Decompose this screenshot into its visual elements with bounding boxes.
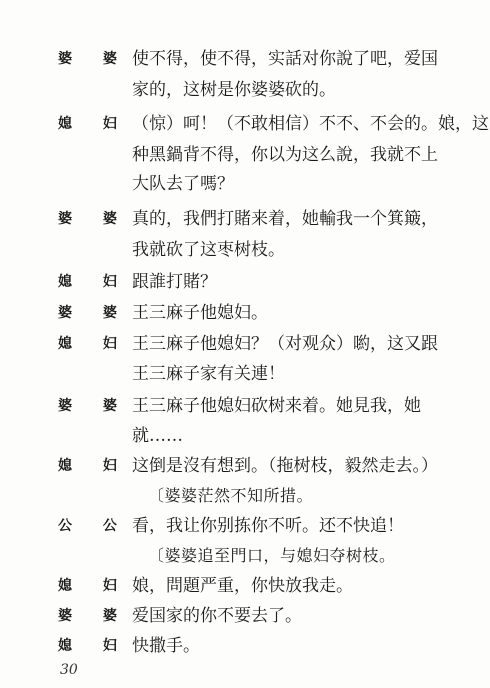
dialogue-line	[58, 45, 478, 73]
speaker-name: 媳 妇	[58, 336, 130, 352]
dialogue-line	[58, 632, 478, 660]
dialogue-line	[58, 268, 478, 296]
speaker-name: 婆 婆	[58, 211, 130, 227]
stage-direction-text: 〔婆婆追至門口，与媳妇夺树枝。	[148, 546, 396, 565]
dialogue-line	[58, 299, 478, 327]
speaker-name: 婆 婆	[58, 608, 130, 624]
speaker-name: 媳 妇	[58, 116, 130, 132]
speaker-name: 婆 婆	[58, 305, 130, 321]
speaker-name: 媳 妇	[58, 458, 130, 474]
dialogue-continuation	[58, 76, 478, 104]
speaker-name: 媳 妇	[58, 578, 130, 594]
dialogue-text: 跟誰打賭？	[132, 272, 217, 292]
dialogue-line	[58, 512, 478, 540]
dialogue-text: （惊）呵！（不敢相信）不不、不会的。娘，这	[132, 114, 489, 134]
dialogue-line	[58, 602, 478, 630]
dialogue-line	[58, 392, 478, 420]
dialogue-continuation	[58, 141, 478, 169]
dialogue-continuation	[58, 236, 478, 264]
dialogue-text: 王三麻子他媳妇。	[132, 303, 268, 323]
speaker-name: 公 公	[58, 518, 130, 534]
dialogue-text: 大队去了嗎？	[132, 174, 234, 194]
dialogue-text: 使不得，使不得，实話对你說了吧，爱国	[132, 49, 438, 69]
speaker-name: 婆 婆	[58, 51, 130, 67]
dialogue-text: 家的，这树是你婆婆砍的。	[132, 80, 336, 100]
dialogue-text: 就……	[132, 426, 183, 446]
dialogue-text: 看，我让你别拣你不听。还不快追！	[132, 516, 404, 536]
dialogue-text: 种黑鍋背不得，你以为这么說，我就不上	[132, 145, 438, 165]
dialogue-text: 娘，問題严重，你快放我走。	[132, 576, 353, 596]
dialogue-text: 王三麻子他媳妇砍树来着。她見我，她	[132, 396, 421, 416]
dialogue-text: 王三麻子他媳妇？（对观众）喲，这又跟	[132, 334, 438, 354]
stage-direction	[58, 482, 478, 510]
dialogue-line	[58, 110, 489, 138]
speaker-name: 媳 妇	[58, 638, 130, 654]
page-number: 30	[60, 662, 78, 678]
dialogue-text: 我就砍了这枣树枝。	[132, 240, 285, 260]
dialogue-line	[58, 452, 478, 480]
dialogue-text: 快撒手。	[132, 636, 200, 656]
speaker-name: 媳 妇	[58, 274, 130, 290]
dialogue-text: 王三麻子家有关連！	[132, 364, 285, 384]
dialogue-continuation	[58, 170, 478, 198]
dialogue-continuation	[58, 360, 478, 388]
dialogue-text: 真的，我們打賭来着，她輸我一个箕簸，	[132, 209, 438, 229]
dialogue-line	[58, 330, 478, 358]
speaker-name: 婆 婆	[58, 398, 130, 414]
dialogue-continuation	[58, 422, 478, 450]
stage-direction-text: 〔婆婆茫然不知所措。	[148, 486, 314, 505]
dialogue-text: 这倒是沒有想到。（拖树枝，毅然走去。）	[132, 456, 438, 476]
stage-direction	[58, 542, 478, 570]
dialogue-text: 爱国家的你不要去了。	[132, 606, 302, 626]
dialogue-line	[58, 205, 478, 233]
dialogue-line	[58, 572, 478, 600]
